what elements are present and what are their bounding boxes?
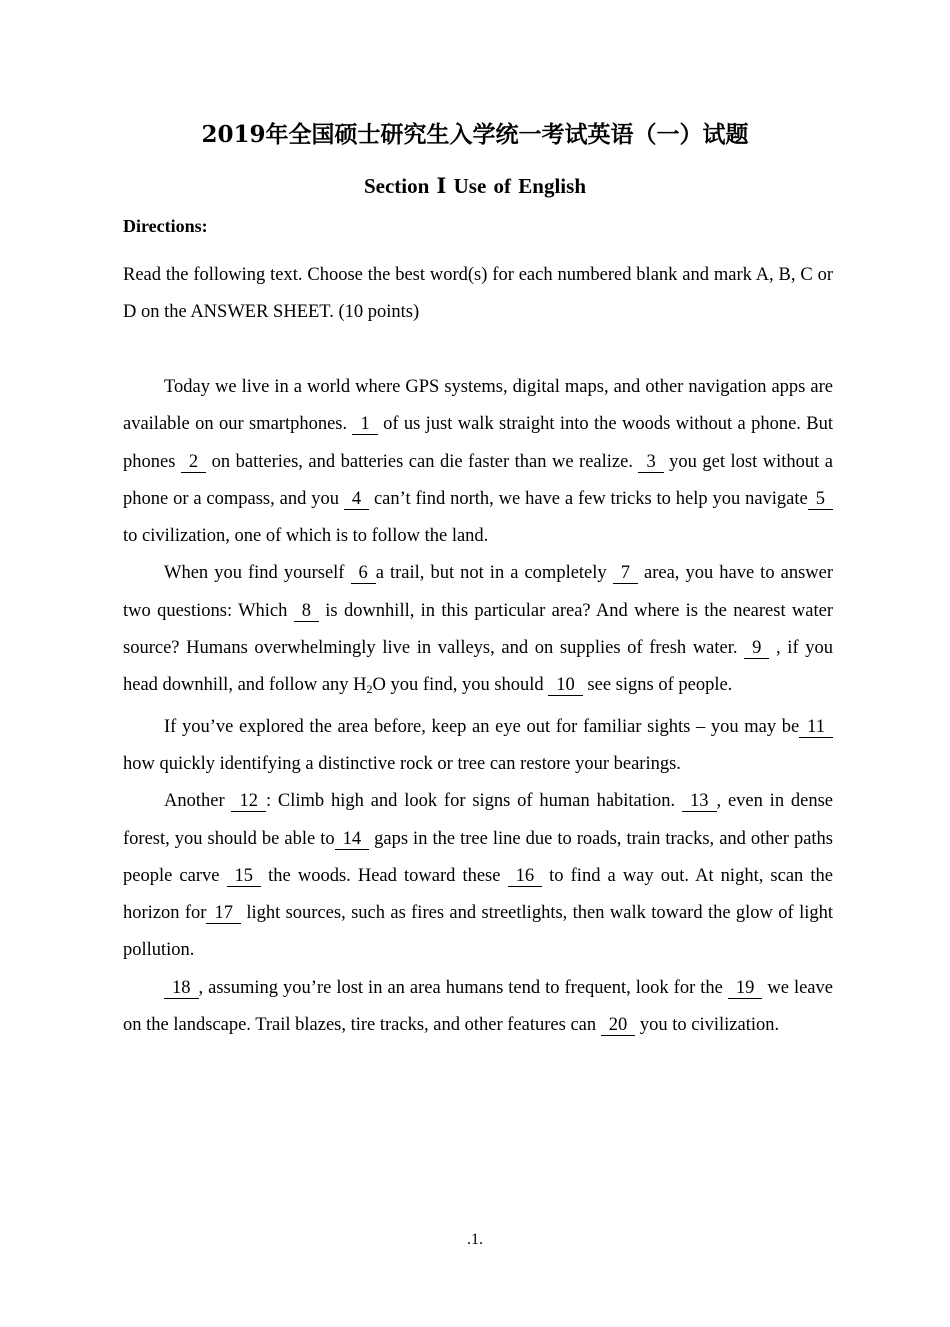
passage-paragraph-3: If you’ve explored the area before, keep an eye out for familiar sights – you may be 11 how quickly identifying a distinctive rock or tree can restore your bearings. [123, 709, 833, 784]
blank-14: 14 [335, 830, 370, 850]
subscript-2: 2 [366, 682, 373, 697]
blank-13: 13 [682, 792, 717, 812]
cloze-passage [123, 369, 833, 1044]
blank-7: 7 [613, 564, 638, 584]
blank-2: 2 [181, 453, 206, 473]
page-title: 2019年全国硕士研究生入学统一考试英语（一）试题 [201, 121, 749, 148]
passage-paragraph-5: 18 , assuming you’re lost in an area humans tend to frequent, look for the 19 we leave on the landscape. Trail blazes, tire tracks, and other features can 20 you to civilization. [123, 977, 833, 1036]
blank-11: 11 [799, 718, 833, 738]
directions-text: Read the following text. Choose the best word(s) for each numbered blank and mark A, B, C or D on the ANSWER SHEET. (10 points) [123, 265, 833, 323]
blank-4: 4 [344, 490, 369, 510]
passage-paragraph-4: Another 12 : Climb high and look for signs of human habitation. 13 , even in dense forest, you should be able to 14 gaps in the tree line due to roads, train tracks, and other paths people carve 15 the woods. Head toward these 16 to find a way out. At night, scan the horizon for 17 light sources, such as fires and streetlights, then walk toward the glow of light pollution. [123, 791, 834, 961]
blank-19: 19 [728, 979, 763, 999]
passage-paragraph-1: Today we live in a world where GPS systems, digital maps, and other navigation apps are available on our smartphones. 1 of us just walk straight into the woods without a phone. But phones 2 on batteries, and batteries can die faster than we realize. 3 you get lost without a phone or a compass, and you 4 can’t find north, we have a few tricks to help you navigate 5 to civilization, one of which is to follow the land. [123, 377, 834, 547]
blank-17: 17 [206, 904, 241, 924]
blank-6: 6 [351, 564, 376, 584]
blank-12: 12 [231, 792, 266, 812]
blank-16: 16 [508, 867, 543, 887]
blank-10: 10 [548, 676, 583, 696]
blank-5: 5 [808, 490, 833, 510]
blank-20: 20 [601, 1016, 636, 1036]
section-heading: Section Ⅰ Use of English [363, 174, 586, 198]
passage-paragraph-2: When you find yourself 6 a trail, but not in a completely 7 area, you have to answer two questions: Which 8 is downhill, in this particular area? And where is the nearest water source? Humans overwhelmingly live in valleys, and on supplies of fresh water. 9 , if you head downhill, and follow any $H_2O$ you find, you should 10 see signs of people. [123, 563, 834, 697]
blank-15: 15 [227, 867, 262, 887]
blank-8: 8 [294, 602, 319, 622]
directions-label: Directions: [123, 216, 208, 236]
blank-3: 3 [638, 453, 663, 473]
blank-9: 9 [744, 639, 769, 659]
blank-18: 18 [164, 979, 199, 999]
page-number: .1. [467, 1231, 483, 1248]
blank-1: 1 [352, 415, 377, 435]
